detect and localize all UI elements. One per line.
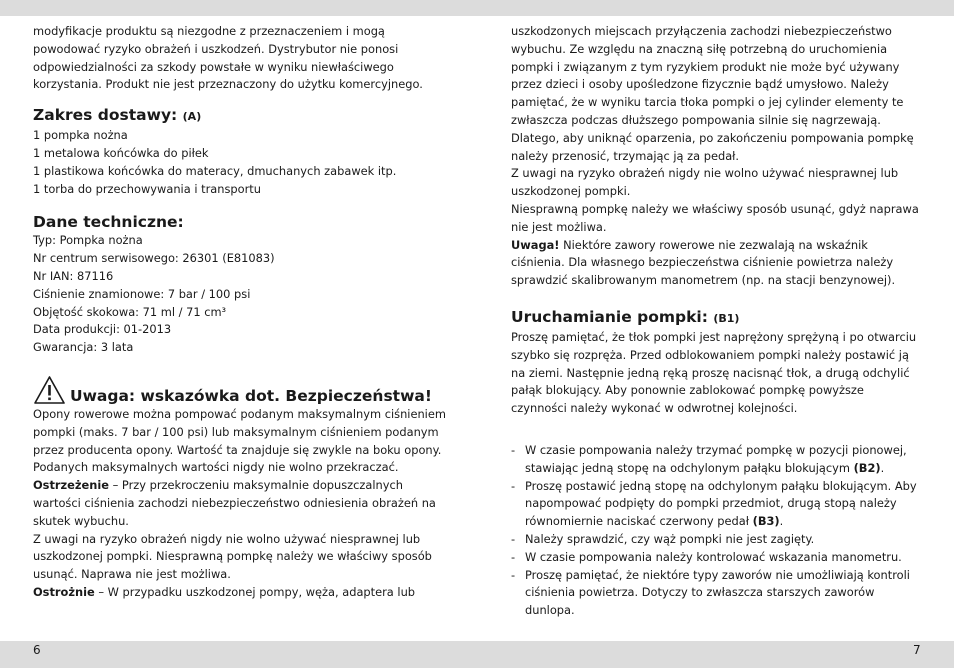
instruction-item: [511, 442, 921, 478]
intro-paragraph: modyfikacje produktu są niezgodne z przeznaczeniem i mogą powodować ryzyko obrażeń i uszkodzeń. Dystrybutor nie ponosi odpowiedzialności za szkody powstałe w wyniku niewłaściwego korzystania. Produkt nie jest przeznaczony do użytku komercyjnego.: [33, 24, 423, 92]
instruction-item: [511, 478, 921, 531]
warning-label: Ostrzeżenie: [33, 478, 109, 493]
note-paragraph: [511, 237, 921, 290]
tech-line: Objętość skokowa: 71 ml / 71 cm³: [33, 304, 227, 319]
tech-line: Data produkcji: 01-2013: [33, 322, 172, 337]
start-heading-text: Uruchamianie pompki:: [511, 307, 708, 326]
safety-caution-paragraph: [33, 584, 447, 602]
note-label: Uwaga!: [511, 237, 560, 252]
tech-line: Nr centrum serwisowego: 26301 (E81083): [33, 251, 275, 266]
tech-line: Nr IAN: 87116: [33, 268, 114, 283]
instruction-ref: (B2): [853, 460, 881, 475]
left-page-column: [33, 23, 447, 602]
tech-list: [33, 232, 447, 357]
instruction-text: W czasie pompowania należy kontrolować wskazania manometru.: [525, 549, 902, 564]
top-bar: [0, 0, 954, 16]
safety-heading: Uwaga: wskazówka dot. Bezpieczeństwa!: [70, 386, 432, 405]
instruction-text: W czasie pompowania należy trzymać pompkę w pozycji pionowej, stawiając jedną stopę na odchylonym pałąku blokującym: [525, 442, 907, 475]
safety-heading-row: [33, 375, 447, 406]
page-number-right: 7: [913, 643, 921, 657]
tech-line: Typ: Pompka nożna: [33, 233, 143, 248]
instruction-ref: (B3): [752, 514, 780, 529]
scope-item: 1 metalowa końcówka do piłek: [33, 145, 209, 160]
scope-heading: [33, 105, 447, 127]
scope-heading-text: Zakres dostawy:: [33, 106, 178, 125]
tech-line: Gwarancja: 3 lata: [33, 340, 134, 355]
scope-ref: (A): [182, 110, 202, 124]
scope-item: 1 torba do przechowywania i transportu: [33, 181, 261, 196]
warning-text: – Przy przekroczeniu maksymalnie dopuszczalnych wartości ciśnienia zachodzi niebezpieczeństwo odniesienia obrażeń na skutek wybuchu.: [33, 478, 436, 528]
caution-label: Ostrożnie: [33, 584, 95, 599]
note-text: Niektóre zawory rowerowe nie zezwalają na wskaźnik ciśnienia. Dla własnego bezpieczeństwa ciśnienie powietrza należy sprawdzić skalibrowanym manometrem (np. na stacji benzynowej).: [511, 237, 896, 288]
scope-item: 1 plastikowa końcówka do materacy, dmuchanych zabawek itp.: [33, 163, 397, 178]
instruction-text: Proszę pamiętać, że niektóre typy zaworów nie umożliwiają kontroli ciśnienia powietrza. Dotyczy to zwłaszcza starszych zaworów dunlopa.: [525, 567, 910, 618]
tech-heading: Dane techniczne:: [33, 213, 184, 232]
warning-triangle-icon: [33, 375, 66, 405]
instructions-list: [511, 442, 921, 620]
instruction-item: [511, 549, 921, 567]
damaged-pump-paragraph: Z uwagi na ryzyko obrażeń nigdy nie wolno używać niesprawnej lub uszkodzonej pompki.: [511, 166, 899, 199]
scope-list: [33, 127, 447, 198]
right-page-column: [511, 23, 921, 620]
start-paragraph: Proszę pamiętać, że tłok pompki jest naprężony sprężyną i po otwarciu szybko się rozpręża. Przed odblokowaniem pompki należy postawić ją na ziemi. Następnie jedną ręką proszę nacisnąć tłok, a drugą odchylić pałąk blokujący. Aby ponownie zablokować pompkę powyższe czynności należy wykonać w odwrotnej kolejności.: [511, 329, 917, 416]
start-ref: (B1): [713, 311, 740, 325]
instruction-item: [511, 567, 921, 620]
instruction-tail: .: [880, 460, 885, 475]
start-heading: [511, 307, 921, 329]
caution-text: – W przypadku uszkodzonej pompy, węża, adaptera lub: [94, 584, 416, 599]
page-number-left: 6: [33, 643, 41, 657]
disposal-paragraph: Niesprawną pompkę należy we właściwy sposób usunąć, gdyż naprawa nie jest możliwa.: [511, 201, 919, 234]
explosion-paragraph: uszkodzonych miejscach przyłączenia zachodzi niebezpieczeństwo wybuchu. Ze względu na znaczną siłę potrzebną do uruchomienia pompki i związanym z tym ryzykiem produkt nie może być używany przez dzieci i osoby upośledzone fizycznie bądź umysłowo. Należy pamiętać, że w wyniku tarcia tłoka pompki o jej cylinder elementy te zwłaszcza podczas dłuższego pompowania silnie się nagrzewają. Dlatego, aby uniknąć oparzenia, po zakończeniu pompowania pompkę należy przenosić, trzymając ją za pedał.: [511, 24, 914, 163]
instruction-tail: .: [779, 514, 784, 529]
instruction-text: Proszę postawić jedną stopę na odchylonym pałąku blokującym. Aby napompować podpięty do pompki przedmiot, drugą stopą należy równomiernie naciskać czerwony pedał: [525, 478, 917, 529]
safety-paragraph-2: Z uwagi na ryzyko obrażeń nigdy nie wolno używać niesprawnej lub uszkodzonej pompki. Niesprawną pompkę należy we właściwy sposób usunąć. Naprawa nie jest możliwa.: [33, 531, 432, 582]
tech-line: Ciśnienie znamionowe: 7 bar / 100 psi: [33, 286, 251, 301]
safety-warning-paragraph: [33, 477, 447, 530]
bottom-bar: [0, 641, 954, 668]
scope-item: 1 pompka nożna: [33, 128, 128, 143]
instruction-item: [511, 531, 921, 549]
safety-paragraph-1: Opony rowerowe można pompować podanym maksymalnym ciśnieniem pompki (maks. 7 bar / 100 psi) lub maksymalnym ciśnieniem podanym przez producenta opony. Wartość ta znajduje się zwykle na boku opony. Podanych maksymalnych wartości nigdy nie wolno przekraczać.: [33, 406, 446, 475]
instruction-text: Należy sprawdzić, czy wąż pompki nie jest zagięty.: [525, 531, 815, 546]
